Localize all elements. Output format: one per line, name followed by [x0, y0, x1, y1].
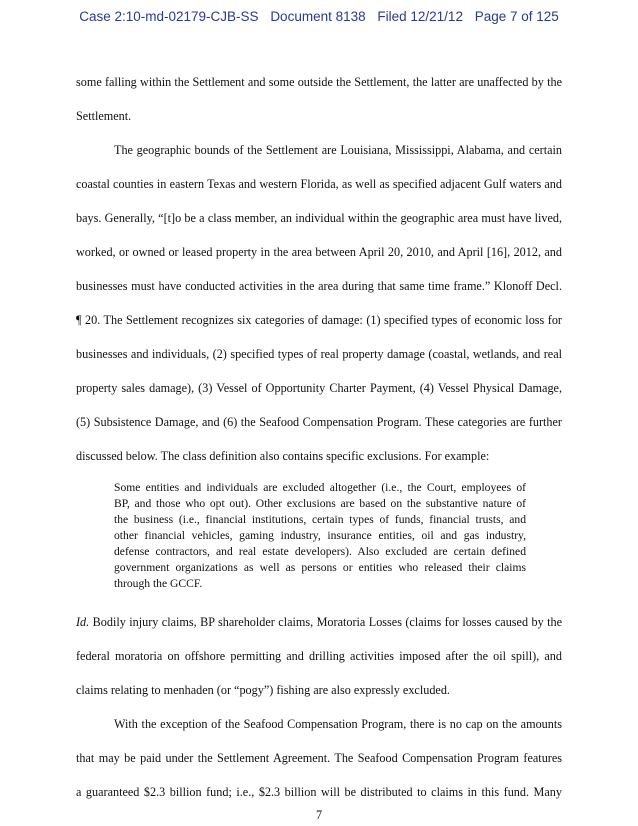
text-line: claims relating to menhaden (or “pogy”) fishing are also expressly excluded. — [76, 683, 450, 697]
page-indicator: Page 7 of 125 — [474, 9, 559, 24]
text-line: With the exception of the Seafood Compensation Program, there is no cap on the amounts — [114, 717, 562, 731]
text-line: a guaranteed $2.3 billion fund; i.e., $2.3 billion will be distributed to claims in this fund. Many — [76, 785, 562, 799]
quote-line: government organizations as well as persons or entities who released their claims — [114, 561, 526, 574]
text-line: federal moratoria on offshore permitting and drilling activities imposed after the oil spill), and — [76, 649, 562, 663]
case-number: Case 2:10-md-02179-CJB-SS — [79, 9, 259, 24]
text-line: property sales damage), (3) Vessel of Opportunity Charter Payment, (4) Vessel Physical Damage, — [76, 381, 562, 395]
document-number: Document 8138 — [270, 9, 366, 24]
text-line: bays. Generally, “[t]o be a class member, an individual within the geographic area must have lived, — [76, 211, 562, 225]
ecf-header — [0, 9, 638, 24]
text-line — [76, 614, 562, 630]
page-number: 7 — [315, 808, 323, 822]
text-line: discussed below. The class definition also contains specific exclusions. For example: — [76, 449, 490, 463]
quote-line: the business (i.e., financial institutions, certain types of funds, financial trusts, and — [114, 513, 526, 526]
text-line: The geographic bounds of the Settlement are Louisiana, Mississippi, Alabama, and certain — [114, 143, 562, 157]
quote-line: defense contractors, and real estate developers). Also excluded are certain defined — [114, 545, 526, 558]
text-span: Bodily injury claims, BP shareholder claims, Moratoria Losses (claims for losses caused by the — [89, 615, 562, 629]
text-line: businesses and individuals, (2) specified types of real property damage (coastal, wetlands, and real — [76, 347, 562, 361]
text-line: (5) Subsistence Damage, and (6) the Seafood Compensation Program. These categories are further — [76, 415, 562, 429]
quote-line: Some entities and individuals are excluded altogether (i.e., the Court, employees of — [114, 481, 526, 494]
quote-line: through the GCCF. — [114, 577, 203, 590]
filed-date: Filed 12/21/12 — [377, 9, 463, 24]
text-line: ¶ 20. The Settlement recognizes six categories of damage: (1) specified types of economic loss for — [76, 313, 562, 327]
text-line: businesses must have conducted activities in the area during that same time frame.” Klonoff Decl. — [76, 279, 562, 293]
text-line: that may be paid under the Settlement Agreement. The Seafood Compensation Program features — [76, 751, 562, 765]
id-citation: Id. — [76, 615, 90, 629]
quote-line: BP, and those who opt out). Other exclusions are based on the substantive nature of — [114, 497, 526, 510]
text-line: coastal counties in eastern Texas and western Florida, as well as specified adjacent Gulf waters and — [76, 177, 562, 191]
text-line: some falling within the Settlement and some outside the Settlement, the latter are unaffected by the — [76, 75, 562, 89]
text-line: Settlement. — [76, 109, 132, 123]
text-line: worked, or owned or leased property in the area between April 20, 2010, and April [16], 2012, and — [76, 245, 562, 259]
quote-line: other financial vehicles, gaming industry, insurance entities, oil and gas industry, — [114, 529, 526, 542]
